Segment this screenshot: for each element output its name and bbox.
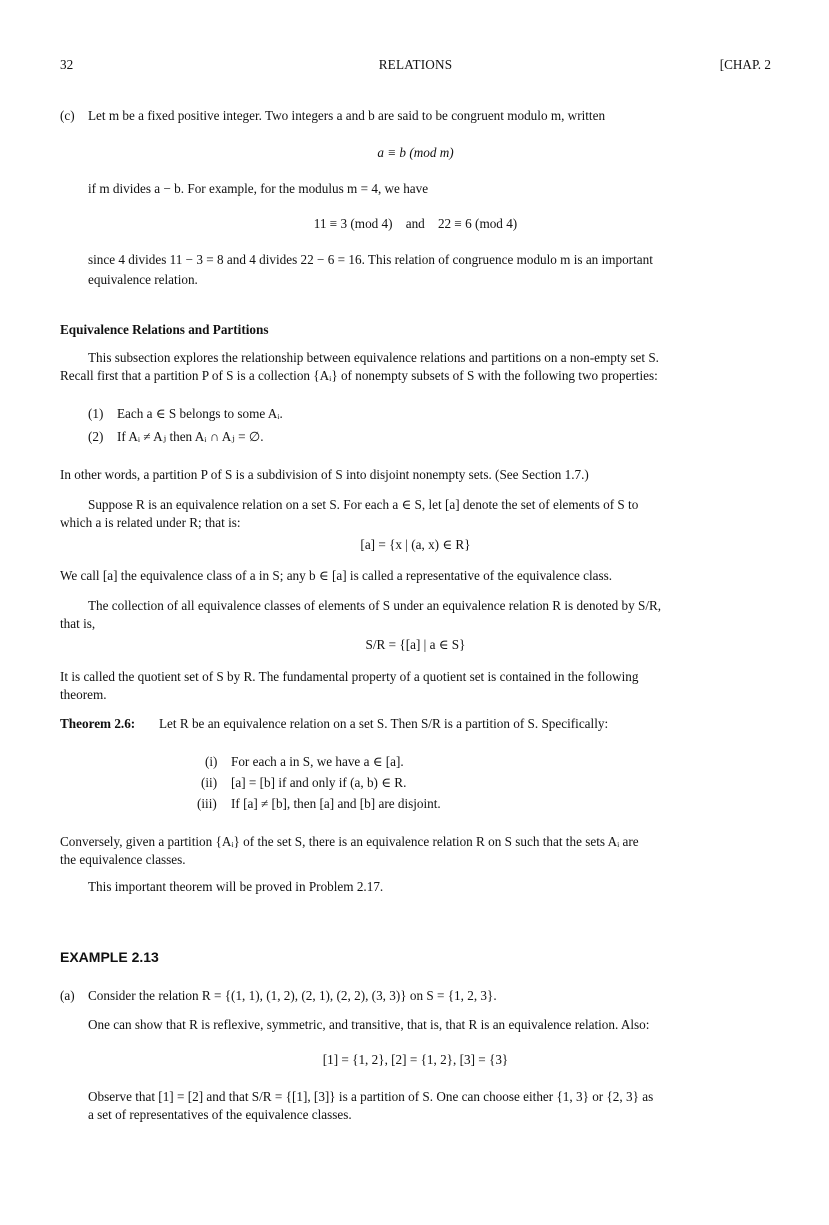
equivalence-class-formula: [a] = {x | (a, x) ∈ R} <box>360 537 471 552</box>
suppose-line-1: Suppose R is an equivalence relation on a set S. For each a ∈ S, let [a] denote the set of elements of S to <box>88 497 639 512</box>
intro-line-2: Recall first that a partition P of S is a collection {Aᵢ} of nonempty subsets of S with the following two properties: <box>60 368 658 383</box>
equivalence-class-definition: We call [a] the equivalence class of a in S; any b ∈ [a] is called a representative of the equivalence class. <box>60 568 613 583</box>
part-c-line-3: since 4 divides 11 − 3 = 8 and 4 divides 22 − 6 = 16. This relation of congruence modulo m is an important <box>88 252 653 267</box>
congruence-formula: a ≡ b (mod m) <box>377 145 454 160</box>
property-2-label: (2) <box>88 429 104 444</box>
congruence-example-formula: 11 ≡ 3 (mod 4) and 22 ≡ 6 (mod 4) <box>313 216 518 231</box>
converse-line-1: Conversely, given a partition {Aᵢ} of the set S, there is an equivalence relation R on S such that the sets Aᵢ are <box>60 834 639 849</box>
chapter-label: [CHAP. 2 <box>719 57 771 72</box>
example-classes-formula: [1] = {1, 2}, [2] = {1, 2}, [3] = {3} <box>322 1052 509 1067</box>
example-part-a-label: (a) <box>60 988 75 1003</box>
theorem-proof-note: This important theorem will be proved in Problem 2.17. <box>88 879 384 894</box>
collection-line-2: that is, <box>60 616 96 631</box>
property-1-text: Each a ∈ S belongs to some Aᵢ. <box>117 406 283 421</box>
running-title: RELATIONS <box>378 57 453 72</box>
quotient-set-formula: S/R = {[a] | a ∈ S} <box>365 637 466 652</box>
section-heading: Equivalence Relations and Partitions <box>60 322 269 337</box>
collection-line-1: The collection of all equivalence classes of elements of S under an equivalence relation R is denoted by S/R, <box>88 598 662 613</box>
part-c-line-2: if m divides a − b. For example, for the modulus m = 4, we have <box>88 181 429 196</box>
theorem-item-1-text: For each a in S, we have a ∈ [a]. <box>231 754 404 769</box>
theorem-statement: Let R be an equivalence relation on a set S. Then S/R is a partition of S. Specifically: <box>159 716 609 731</box>
theorem-item-3-label: (iii) <box>197 796 217 811</box>
example-heading: EXAMPLE 2.13 <box>60 949 159 965</box>
theorem-label: Theorem 2.6: <box>60 716 136 731</box>
quotient-line-2: theorem. <box>60 687 107 702</box>
suppose-line-2: which a is related under R; that is: <box>60 515 241 530</box>
theorem-item-3-text: If [a] ≠ [b], then [a] and [b] are disjoint. <box>231 796 441 811</box>
property-1-label: (1) <box>88 406 104 421</box>
page-number: 32 <box>60 57 74 72</box>
other-words-line: In other words, a partition P of S is a subdivision of S into disjoint nonempty sets. (See Section 1.7.) <box>60 467 589 482</box>
part-c-line-1: Let m be a fixed positive integer. Two integers a and b are said to be congruent modulo m, written <box>88 108 606 123</box>
theorem-item-1-label: (i) <box>205 754 218 769</box>
part-c-label: (c) <box>60 108 75 123</box>
theorem-item-2-text: [a] = [b] if and only if (a, b) ∈ R. <box>231 775 407 790</box>
part-c-line-4: equivalence relation. <box>88 272 198 287</box>
property-2-text: If Aᵢ ≠ Aⱼ then Aᵢ ∩ Aⱼ = ∅. <box>117 429 264 444</box>
intro-line-1: This subsection explores the relationship between equivalence relations and partitions on a non-empty set S. <box>88 350 659 365</box>
example-line-1: Consider the relation R = {(1, 1), (1, 2), (2, 1), (2, 2), (3, 3)} on S = {1, 2, 3}. <box>88 988 497 1003</box>
running-header <box>60 56 771 74</box>
converse-line-2: the equivalence classes. <box>60 852 186 867</box>
quotient-line-1: It is called the quotient set of S by R. The fundamental property of a quotient set is contained in the following <box>60 669 639 684</box>
example-line-4: a set of representatives of the equivalence classes. <box>88 1107 352 1122</box>
theorem-item-2-label: (ii) <box>201 775 218 790</box>
example-line-3: Observe that [1] = [2] and that S/R = {[1], [3]} is a partition of S. One can choose either {1, 3} or {2, 3} as <box>88 1089 654 1104</box>
example-line-2: One can show that R is reflexive, symmetric, and transitive, that is, that R is an equivalence relation. Also: <box>88 1017 650 1032</box>
